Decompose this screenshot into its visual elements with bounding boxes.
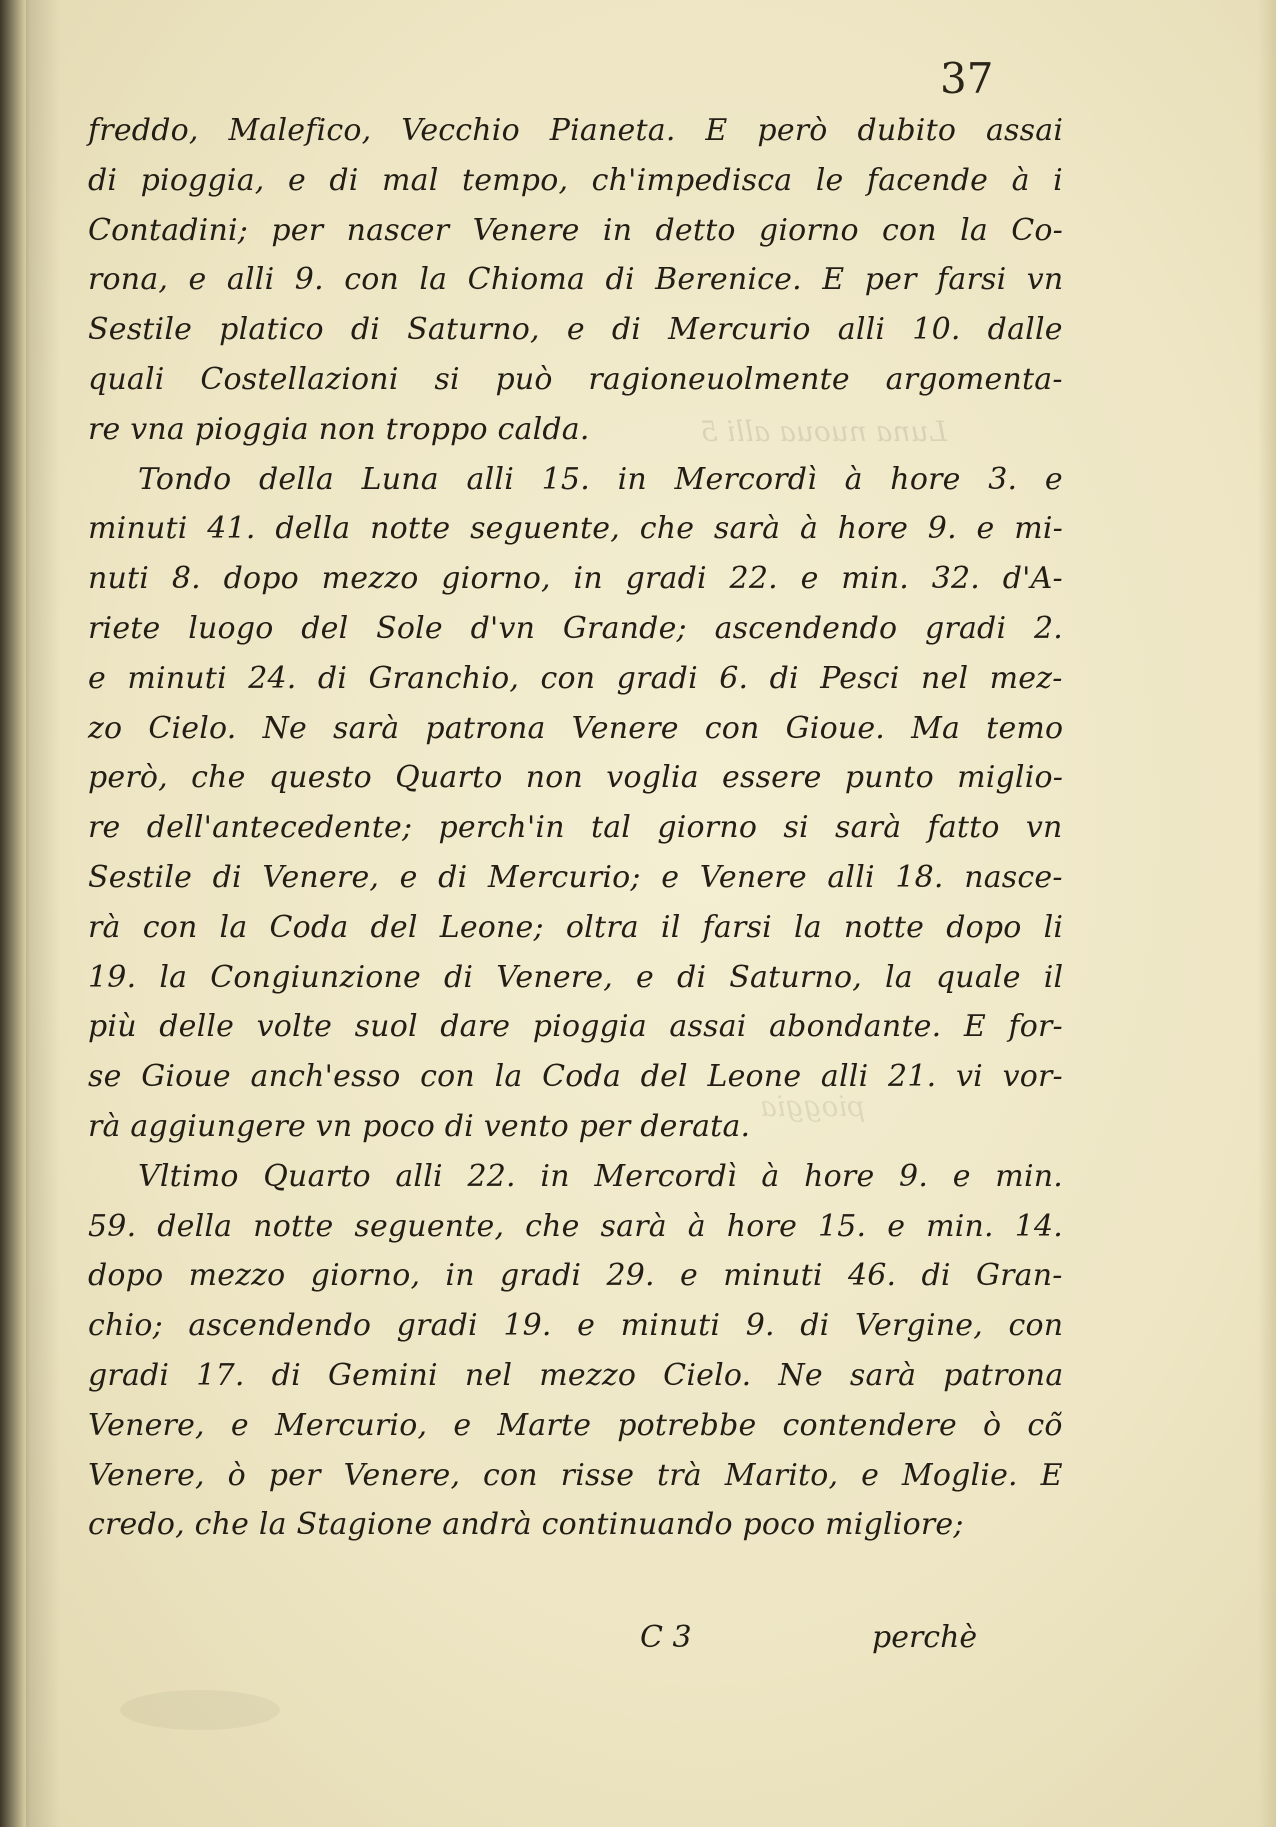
text-line: 59. della notte seguente, che sarà à hore 15. e min. 14. — [88, 1208, 1064, 1244]
paragraph-start-line: Tondo della Luna alli 15. in Mercordì à hore 3. e — [138, 461, 1063, 497]
text-line: riete luogo del Sole d'vn Grande; ascendendo gradi 2. — [88, 610, 1064, 646]
text-line: credo, che la Stagione andrà continuando poco migliore; — [88, 1507, 964, 1543]
text-line: Sestile di Venere, e di Mercurio; e Venere alli 18. nasce- — [88, 859, 1063, 895]
text-line: zo Cielo. Ne sarà patrona Venere con Gioue. Ma temo — [88, 710, 1064, 746]
page-right-edge — [1258, 0, 1276, 1827]
text-line: Sestile platico di Saturno, e di Mercurio alli 10. dalle — [88, 312, 1063, 348]
body-text — [88, 106, 1063, 1550]
text-line: di pioggia, e di mal tempo, ch'impedisca le facende à i — [88, 162, 1063, 198]
text-line: dopo mezzo giorno, in gradi 29. e minuti 46. di Gran- — [88, 1258, 1063, 1294]
text-line: nuti 8. dopo mezzo giorno, in gradi 22. e min. 32. d'A- — [88, 561, 1063, 597]
text-line: Venere, e Mercurio, e Marte potrebbe contendere ò cõ — [88, 1407, 1063, 1443]
text-line: e minuti 24. di Granchio, con gradi 6. di Pesci nel mez- — [88, 660, 1063, 696]
text-line: se Gioue anch'esso con la Coda del Leone alli 21. vi vor- — [88, 1059, 1063, 1095]
text-line: chio; ascendendo gradi 19. e minuti 9. di Vergine, con — [88, 1308, 1064, 1344]
text-line: più delle volte suol dare pioggia assai abondante. E for- — [88, 1009, 1063, 1045]
text-line: rà con la Coda del Leone; oltra il farsi la notte dopo li — [88, 909, 1064, 945]
show-through-text: pioggia — [760, 1090, 866, 1123]
text-line: gradi 17. di Gemini nel mezzo Cielo. Ne sarà patrona — [88, 1357, 1064, 1393]
page-footer — [640, 1620, 1020, 1666]
text-line: 19. la Congiunzione di Venere, e di Saturno, la quale il — [88, 959, 1064, 995]
paragraph-start-line: Vltimo Quarto alli 22. in Mercordì à hore 9. e min. — [138, 1158, 1063, 1194]
gutter-shadow — [26, 0, 60, 1827]
text-line: Contadini; per nascer Venere in detto giorno con la Co- — [88, 212, 1064, 248]
show-through-text: Luna nuoua alli 5 — [700, 415, 948, 448]
text-line: quali Costellazioni si può ragioneuolmente argomenta- — [88, 361, 1063, 397]
text-line: però, che questo Quarto non voglia essere punto miglio- — [88, 760, 1064, 796]
text-line: Venere, ò per Venere, con risse trà Marito, e Moglie. E — [88, 1457, 1063, 1493]
page-number: 37 — [940, 54, 994, 103]
signature-mark: C 3 — [640, 1620, 692, 1655]
text-line: rà aggiungere vn poco di vento per derata. — [88, 1108, 751, 1144]
text-line: minuti 41. della notte seguente, che sarà à hore 9. e mi- — [88, 511, 1064, 547]
text-line: re vna pioggia non troppo calda. — [88, 411, 590, 447]
text-line: freddo, Malefico, Vecchio Pianeta. E però dubito assai — [88, 113, 1064, 148]
text-line: rona, e alli 9. con la Chioma di Berenice. E per farsi vn — [88, 262, 1064, 298]
paper-stain — [120, 1690, 280, 1730]
text-line: re dell'antecedente; perch'in tal giorno si sarà fatto vn — [88, 810, 1063, 846]
catchword: perchè — [872, 1620, 978, 1655]
